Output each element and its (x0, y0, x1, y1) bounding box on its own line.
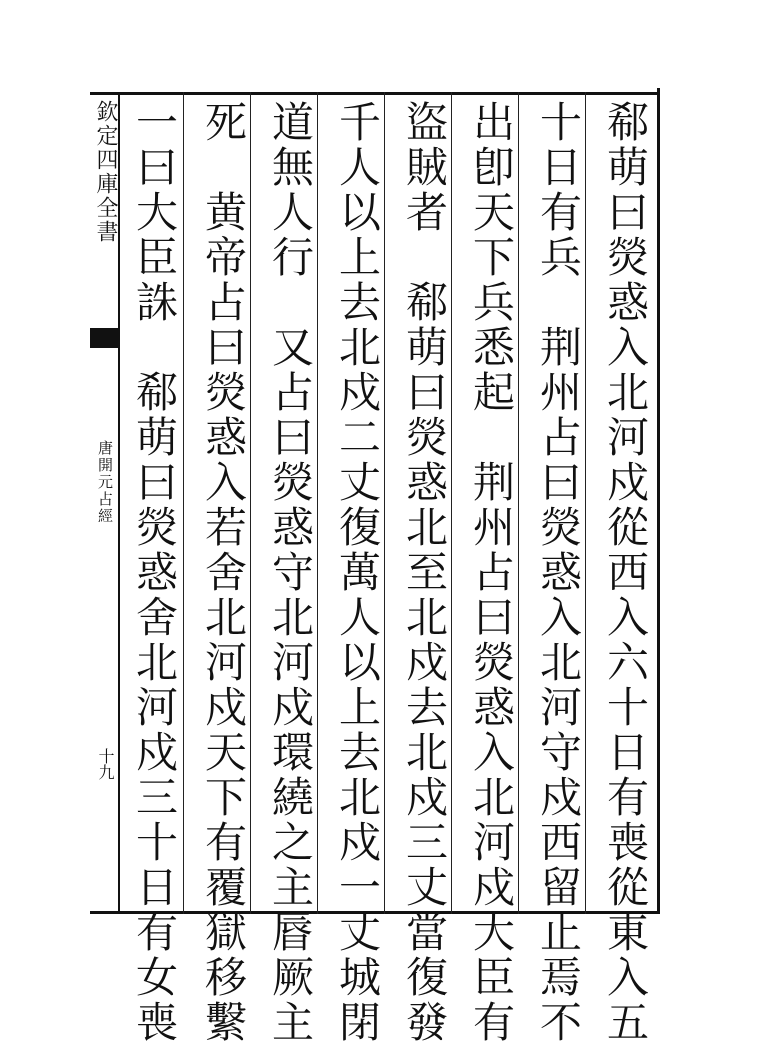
text-column-1: 郗萌曰熒惑入北河戍從西入六十日有喪從東入五 (601, 100, 650, 1045)
text-column-4: 盜賊者 郗萌曰熒惑北至北戍去北戍三丈當復發 (400, 100, 449, 1045)
text-column-6: 道無人行 又占曰熒惑守北河戍環繞之主㫳厥主 (266, 100, 315, 1045)
text-column-2: 十日有兵 荆州占曰熒惑入北河守戍西留止焉不 (534, 100, 583, 1045)
page-number: 十九 (96, 748, 115, 780)
text-column-5: 千人以上去北戍二丈復萬人以上去北戍一丈城閉 (333, 100, 382, 1045)
frame-top-line (90, 92, 660, 95)
fish-tail-mark (90, 328, 118, 348)
book-title: 欽定四庫全書 (93, 100, 118, 244)
book-subtitle: 唐開元占經 (96, 440, 114, 525)
text-column-3: 出卽天下兵悉起 荆州占曰熒惑入北河戍大臣有 (467, 100, 516, 1045)
text-column-7: 死 黄帝占曰熒惑入若舍北河戍天下有覆獄移繫 (199, 100, 248, 1045)
text-column-8: 一曰大臣誅 郗萌曰熒惑舍北河戍三十日有女喪 (130, 100, 179, 1045)
